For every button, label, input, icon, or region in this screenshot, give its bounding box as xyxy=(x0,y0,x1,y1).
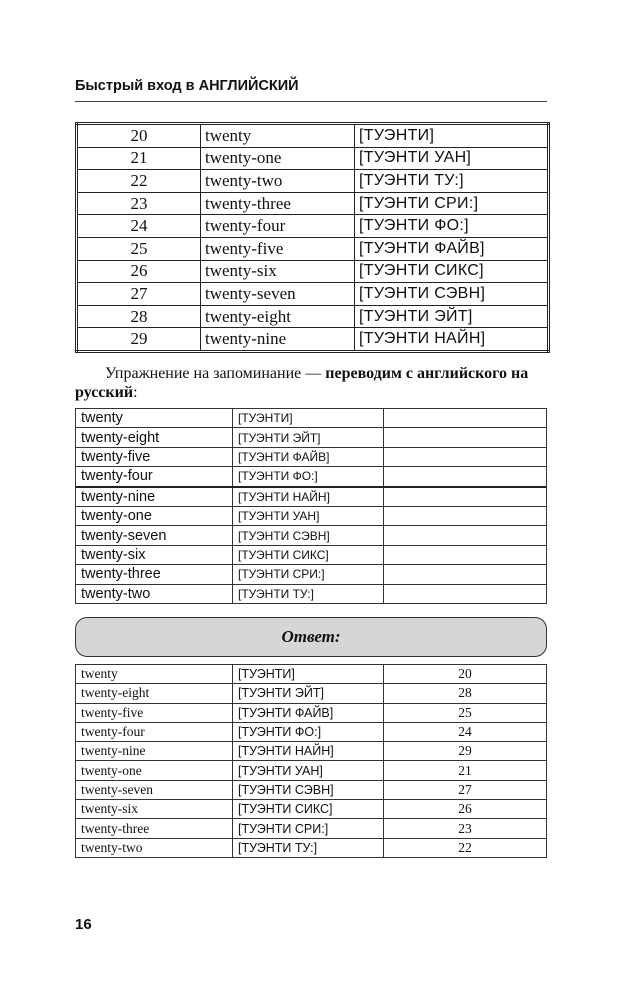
transcription-cell: [ТУЭНТИ СЭВН] xyxy=(233,526,384,545)
table-row xyxy=(76,409,547,428)
answer-blank-cell xyxy=(384,506,547,525)
word-cell: twenty-three xyxy=(76,565,233,584)
number-cell: 26 xyxy=(384,800,547,819)
number-cell: 21 xyxy=(77,147,201,170)
word-cell: twenty xyxy=(201,124,355,148)
table-row xyxy=(76,565,547,584)
table-row xyxy=(76,838,547,857)
answer-label: Ответ: xyxy=(281,627,341,646)
number-cell: 21 xyxy=(384,761,547,780)
word-cell: twenty-seven xyxy=(76,526,233,545)
answer-blank-cell xyxy=(384,409,547,428)
table-row xyxy=(76,428,547,447)
word-cell: twenty-four xyxy=(76,467,233,487)
table-row xyxy=(77,237,549,260)
transcription-cell: [ТУЭНТИ СИКС] xyxy=(233,800,384,819)
word-cell: twenty-nine xyxy=(201,328,355,352)
table-row xyxy=(76,742,547,761)
answer-blank-cell xyxy=(384,428,547,447)
transcription-cell: [ТУЭНТИ НАЙН] xyxy=(233,742,384,761)
transcription-cell: [ТУЭНТИ ФАЙВ] xyxy=(355,237,549,260)
number-cell: 26 xyxy=(77,260,201,283)
word-cell: twenty-four xyxy=(76,722,233,741)
word-cell: twenty xyxy=(76,409,233,428)
transcription-cell: [ТУЭНТИ ФО:] xyxy=(355,215,549,238)
transcription-cell: [ТУЭНТИ ФО:] xyxy=(233,467,384,487)
word-cell: twenty-six xyxy=(201,260,355,283)
exercise-colon: : xyxy=(133,384,138,401)
transcription-cell: [ТУЭНТИ СИКС] xyxy=(355,260,549,283)
table-row xyxy=(76,703,547,722)
word-cell: twenty-six xyxy=(76,545,233,564)
word-cell: twenty-two xyxy=(76,584,233,603)
table-row xyxy=(76,800,547,819)
word-cell: twenty-two xyxy=(201,170,355,193)
number-cell: 29 xyxy=(77,328,201,352)
transcription-cell: [ТУЭНТИ НАЙН] xyxy=(233,487,384,507)
exercise-table xyxy=(75,408,547,604)
transcription-cell: [ТУЭНТИ] xyxy=(355,124,549,148)
exercise-instruction xyxy=(75,364,553,402)
table-row xyxy=(77,192,549,215)
transcription-cell: [ТУЭНТИ] xyxy=(233,409,384,428)
page-number: 16 xyxy=(75,916,92,933)
word-cell: twenty-three xyxy=(76,819,233,838)
transcription-cell: [ТУЭНТИ ЭЙТ] xyxy=(233,684,384,703)
header-rule xyxy=(75,101,547,102)
table-row xyxy=(76,665,547,684)
word-cell: twenty-eight xyxy=(201,305,355,328)
word-cell: twenty-one xyxy=(201,147,355,170)
transcription-cell: [ТУЭНТИ ЭЙТ] xyxy=(355,305,549,328)
number-cell: 28 xyxy=(384,684,547,703)
answer-table xyxy=(75,664,547,858)
number-cell: 20 xyxy=(384,665,547,684)
transcription-cell: [ТУЭНТИ ФАЙВ] xyxy=(233,447,384,466)
answer-blank-cell xyxy=(384,487,547,507)
word-cell: twenty-nine xyxy=(76,742,233,761)
number-cell: 22 xyxy=(384,838,547,857)
table-row xyxy=(77,215,549,238)
transcription-cell: [ТУЭНТИ УАН] xyxy=(355,147,549,170)
table-row xyxy=(77,124,549,148)
number-cell: 29 xyxy=(384,742,547,761)
word-cell: twenty xyxy=(76,665,233,684)
answer-banner xyxy=(75,617,547,657)
table-row xyxy=(76,819,547,838)
transcription-cell: [ТУЭНТИ СРИ:] xyxy=(233,565,384,584)
answer-blank-cell xyxy=(384,545,547,564)
answer-blank-cell xyxy=(384,447,547,466)
transcription-cell: [ТУЭНТИ СРИ:] xyxy=(355,192,549,215)
transcription-cell: [ТУЭНТИ УАН] xyxy=(233,506,384,525)
table-row xyxy=(76,506,547,525)
number-cell: 23 xyxy=(384,819,547,838)
transcription-cell: [ТУЭНТИ ТУ:] xyxy=(233,584,384,603)
number-cell: 22 xyxy=(77,170,201,193)
word-cell: twenty-six xyxy=(76,800,233,819)
word-cell: twenty-four xyxy=(201,215,355,238)
word-cell: twenty-one xyxy=(76,761,233,780)
transcription-cell: [ТУЭНТИ ТУ:] xyxy=(355,170,549,193)
table-row xyxy=(77,260,549,283)
answer-blank-cell xyxy=(384,584,547,603)
table-row xyxy=(76,722,547,741)
number-cell: 24 xyxy=(77,215,201,238)
transcription-cell: [ТУЭНТИ ТУ:] xyxy=(233,838,384,857)
transcription-cell: [ТУЭНТИ ЭЙТ] xyxy=(233,428,384,447)
transcription-cell: [ТУЭНТИ ФО:] xyxy=(233,722,384,741)
number-cell: 23 xyxy=(77,192,201,215)
word-cell: twenty-five xyxy=(76,447,233,466)
table-row xyxy=(76,545,547,564)
word-cell: twenty-nine xyxy=(76,487,233,507)
exercise-text: Упражнение на запоминание — xyxy=(105,365,326,382)
table-row xyxy=(76,780,547,799)
transcription-cell: [ТУЭНТИ СИКС] xyxy=(233,545,384,564)
word-cell: twenty-one xyxy=(76,506,233,525)
transcription-cell: [ТУЭНТИ НАЙН] xyxy=(355,328,549,352)
table-row xyxy=(76,584,547,603)
word-cell: twenty-eight xyxy=(76,684,233,703)
number-cell: 24 xyxy=(384,722,547,741)
word-cell: twenty-five xyxy=(76,703,233,722)
table-row xyxy=(77,305,549,328)
number-cell: 27 xyxy=(77,283,201,306)
number-cell: 25 xyxy=(384,703,547,722)
answer-blank-cell xyxy=(384,565,547,584)
transcription-cell: [ТУЭНТИ СЭВН] xyxy=(355,283,549,306)
transcription-cell: [ТУЭНТИ УАН] xyxy=(233,761,384,780)
numbers-table xyxy=(75,122,550,353)
word-cell: twenty-seven xyxy=(201,283,355,306)
table-row xyxy=(76,447,547,466)
table-row xyxy=(77,283,549,306)
exercise-emphasis: переводим с английского на русский xyxy=(75,365,529,401)
number-cell: 20 xyxy=(77,124,201,148)
word-cell: twenty-seven xyxy=(76,780,233,799)
number-cell: 27 xyxy=(384,780,547,799)
table-row xyxy=(77,328,549,352)
transcription-cell: [ТУЭНТИ ФАЙВ] xyxy=(233,703,384,722)
answer-blank-cell xyxy=(384,467,547,487)
running-header: Быстрый вход в АНГЛИЙСКИЙ xyxy=(75,78,299,94)
table-row xyxy=(76,761,547,780)
word-cell: twenty-two xyxy=(76,838,233,857)
answer-blank-cell xyxy=(384,526,547,545)
transcription-cell: [ТУЭНТИ СРИ:] xyxy=(233,819,384,838)
word-cell: twenty-eight xyxy=(76,428,233,447)
transcription-cell: [ТУЭНТИ] xyxy=(233,665,384,684)
table-row xyxy=(76,467,547,487)
number-cell: 25 xyxy=(77,237,201,260)
word-cell: twenty-five xyxy=(201,237,355,260)
table-row xyxy=(77,170,549,193)
table-row xyxy=(76,526,547,545)
number-cell: 28 xyxy=(77,305,201,328)
word-cell: twenty-three xyxy=(201,192,355,215)
table-row xyxy=(76,487,547,507)
table-row xyxy=(77,147,549,170)
transcription-cell: [ТУЭНТИ СЭВН] xyxy=(233,780,384,799)
table-row xyxy=(76,684,547,703)
